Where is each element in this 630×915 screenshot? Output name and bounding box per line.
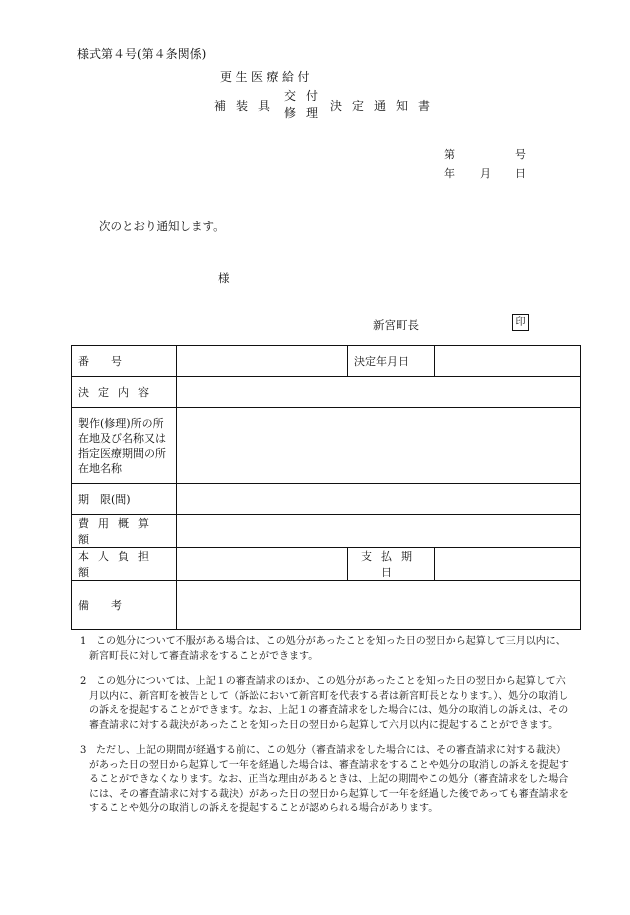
- decision-date-label: 決定年月日: [348, 346, 435, 377]
- date-day: 日: [515, 167, 526, 180]
- table-row: [72, 515, 581, 548]
- table-row: [72, 377, 581, 408]
- decision-content-label: 決定内容: [72, 377, 177, 408]
- date-month: 月: [480, 167, 491, 180]
- note-number: 1: [80, 636, 87, 647]
- note-number: 3: [80, 745, 87, 756]
- title-suffix: 決定通知書: [330, 99, 441, 113]
- table-row: [72, 484, 581, 515]
- recipient-suffix: 様: [218, 271, 230, 285]
- maker-value: [177, 408, 581, 484]
- note-item: [80, 744, 570, 817]
- number-value: [177, 346, 348, 377]
- note-text: この処分について不服がある場合は、この処分があったことを知った日の翌日から起算して三月以内に、新宮町長に対して審査請求をすることができます。: [89, 636, 566, 662]
- number-label: 番 号: [72, 346, 177, 377]
- maker-label: 製作(修理)所の所在地及び名称又は指定医療期間の所在地名称: [72, 408, 177, 484]
- cost-estimate-value: [177, 515, 581, 548]
- table-row: [72, 548, 581, 581]
- remarks-value: [177, 581, 581, 630]
- notes-section: [80, 635, 570, 828]
- period-value: [177, 484, 581, 515]
- note-item: [80, 635, 570, 664]
- table-row: [72, 408, 581, 484]
- title-line1: 更生医療給付: [220, 70, 314, 84]
- title-prefix: 補装具: [214, 99, 281, 113]
- self-pay-value: [177, 548, 348, 581]
- table-row: [72, 581, 581, 630]
- issuer-name: 新宮町長: [373, 318, 419, 332]
- note-item: [80, 675, 570, 733]
- form-number: 様式第４号(第４条関係): [77, 47, 207, 61]
- doc-number-prefix: 第: [444, 148, 455, 161]
- date-year: 年: [444, 167, 455, 180]
- period-label: 期 限(間): [72, 484, 177, 515]
- payment-date-label: 支払期日: [348, 548, 435, 581]
- decision-content-value: [177, 377, 581, 408]
- title-option-repair: 修理: [284, 106, 329, 120]
- note-text: この処分については、上記１の審査請求のほか、この処分があったことを知った日の翌日から起算して六月以内に、新宮町を被告として（訴訟において新宮町を代表する者は新宮町長となります。）、処分の取消しの訴えを提起することができます。なお、上記１の審査請求をした場合には、処分の取消しの訴えは、その審査請求に対する裁決があったことを知った日の翌日から起算して六月以内に提起することができます。: [89, 676, 569, 731]
- cost-estimate-label: 費用概算額: [72, 515, 177, 548]
- notice-text: 次のとおり通知します。: [99, 219, 225, 233]
- decision-date-value: [435, 346, 581, 377]
- seal-mark: 印: [512, 314, 529, 331]
- payment-date-value: [435, 548, 581, 581]
- remarks-label: 備 考: [72, 581, 177, 630]
- title-option-issue: 交付: [284, 89, 329, 103]
- note-number: 2: [80, 676, 87, 687]
- decision-table: [71, 345, 581, 630]
- self-pay-label: 本人負担額: [72, 548, 177, 581]
- note-text: ただし、上記の期間が経過する前に、この処分（審査請求をした場合には、その審査請求に対する裁決）があった日の翌日から起算して一年を経過した場合は、審査請求をすることや処分の取消しの訴えを提起することができなくなります。なお、正当な理由があるときは、上記の期間やこの処分（審査請求をした場合には、その審査請求に対する裁決）があった日の翌日から起算して一年を経過した後であっても審査請求をすることや処分の取消しの訴えを提起することが認められる場合があります。: [89, 745, 569, 814]
- doc-number-suffix: 号: [515, 148, 526, 161]
- table-row: [72, 346, 581, 377]
